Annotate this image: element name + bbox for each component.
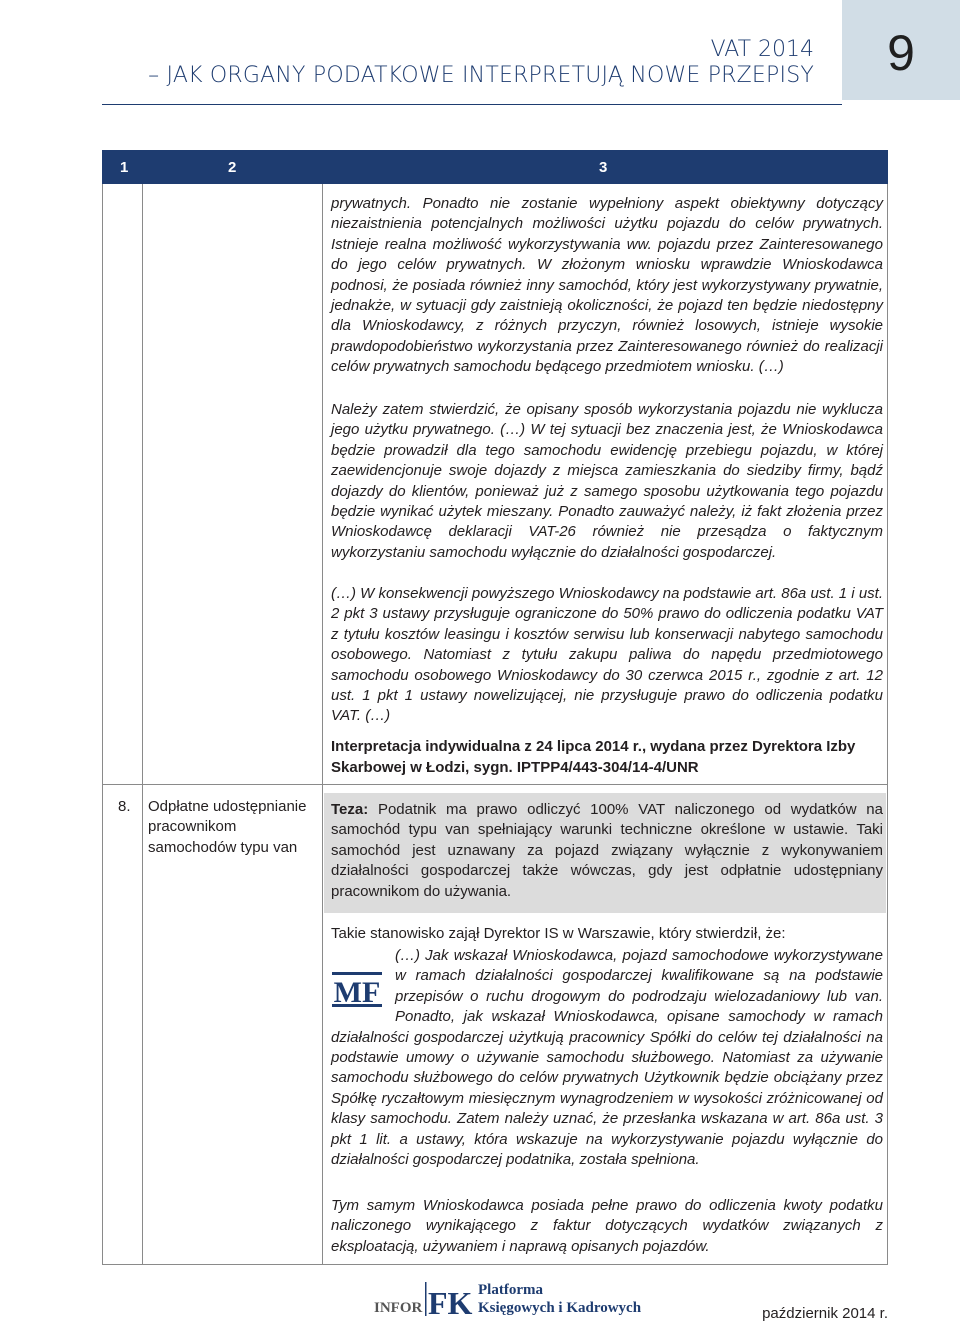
header-rule <box>102 104 842 105</box>
footer-brand-line2: Księgowych i Kadrowych <box>478 1300 642 1316</box>
footer-brand-letters: FK <box>428 1285 473 1320</box>
position-intro: Takie stanowisko zajął Dyrektor IS w Warszawie, który stwierdził, że: <box>331 925 786 942</box>
quote-paragraph-2: Tym samym Wnioskodawca posiada pełne prawo do odliczenia kwoty podatku naliczonego wynikającego z faktur dotyczących wydatków związanych z eksploatacją, używaniem i naprawą opisanych pojazdów. <box>331 1197 883 1255</box>
thesis-label: Teza: <box>331 801 369 818</box>
footer-publisher: INFOR <box>374 1300 423 1316</box>
row-divider <box>102 784 888 785</box>
continuation-paragraph-2: Należy zatem stwierdzić, że opisany sposób wykorzystania pojazdu nie wyklucza jego użytku prywatnego. (…) W tej sytuacji bez znaczenia jest, że Wnioskodawca będzie prowadził dla tego samochodu ewidencję przebiegu pojazdu, w której zaewidencjonuje swoje dojazdy z miejsca zamieszkania do siedziby firmy, bądź dojazdy do klientów, ponieważ już z samego sposobu użytkowania tego pojazdu będzie wynikać użytek mieszany. Ponadto zauważyć należy, iż fakt złożenia przez Wnioskodawcę deklaracji VAT-26 również nie przesądza o faktycznym wykorzystaniu samochodu wyłącznie do działalności gospodarczej. <box>331 401 883 561</box>
header-title-subtitle: – JAK ORGANY PODATKOWE INTERPRETUJĄ NOWE PRZEPISY <box>148 63 814 88</box>
column-divider-2 <box>322 184 323 1265</box>
thesis-body: Podatnik ma prawo odliczyć 100% VAT naliczonego od wydatków na samochód typu van spełniający warunki techniczne określone w ustawie. Taki samochód jest uznawany za pojazd związany wyłącznie z wykonywaniem działalności gospodarczej także wówczas, gdy jest odpłatnie udostępniany pracownikom do używania. <box>331 801 883 900</box>
mf-logo-text: MF <box>333 976 381 1009</box>
column-header-3: 3 <box>599 159 608 176</box>
quote-text-1: (…) Jak wskazał Wnioskodawca, pojazd samochodowe wykorzystywane w ramach działalności gospodarczej kwalifikowane są na podstawie przepisów o ruchu drogowym do podrodzaju wielozadaniowy lub van. Ponadto, jak wskazał Wnioskodawca, opisane samochody w ramach działalności gospodarczej użytkują pracownicy Spółki do celów tej działalności na podstawie umowy o używanie samochodu służbowego. Natomiast za używanie samochodu służbowego do celów prywatnych Użytkownik będzie obciążany przez Spółkę ryczałtowym miesięcznym wynagrodzeniem w wysokości zróżnicowanej od klasy samochodu. Zatem należy uznać, że przesłanka wskazana w art. 86a ust. 3 pkt 1 lit. a ustawy, która wskazuje na wykorzystywanie pojazdu wyłącznie do działalności gospodarczej podatnika, została spełniona. <box>331 947 883 1169</box>
logo-spacer <box>331 946 395 1008</box>
footer-date: październik 2014 r. <box>762 1305 888 1322</box>
source-citation: Interpretacja indywidualna z 24 lipca 2014 r., wydana przez Dyrektora Izby Skarbowej w Łodzi, sygn. IPTPP4/443-304/14-4/UNR <box>331 738 856 776</box>
quote-paragraph-1 <box>331 946 883 1170</box>
header-title-vat: VAT 2014 <box>710 37 814 62</box>
page-number: 9 <box>887 25 915 81</box>
column-divider-1 <box>142 184 143 1265</box>
column-header-2: 2 <box>228 159 237 176</box>
column-header-1: 1 <box>120 159 129 176</box>
table-header-row <box>102 150 888 184</box>
page-number-box <box>842 0 960 100</box>
thesis-text <box>331 800 883 902</box>
continuation-paragraph-3: (…) W konsekwencji powyższego Wnioskodawcy na podstawie art. 86a ust. 1 i ust. 2 pkt 3 ustawy przysługuje ograniczone do 50% prawo do odliczenia podatku VAT z tytułu kosztów leasingu i kosztów serwisu lub konserwacji nabytego samochodu osobowego. Natomiast z tytułu zakupu paliwa do napędu przedmiotowego samochodu osobowego Wnioskodawcy do 30 czerwca 2015 r., zgodnie z art. 12 ust. 1 pkt 1 ustawy nowelizującej, nie przysługuje prawo do odliczenia podatku VAT. (…) <box>331 585 883 725</box>
continuation-paragraph-1: prywatnych. Ponadto nie zostanie wypełniony aspekt obiektywny dotyczący niezaistnienia potencjalnych możliwości użytku pojazdu do celów prywatnych. Istnieje realna możliwość wykorzystywania ww. pojazdu przez Zainteresowanego do jego celów prywatnych. W złożonym wniosku wprawdzie Wnioskodawca podnosi, że posiada również inny samochód, który jest wykorzystywany prywatnie, jednakże, w sytuacji gdy zaistnieją okoliczności, że pojazd ten będzie niedostępny dla Wnioskodawcy, z różnych przyczyn, również losowych, istnieje wysokie prawdopodobieństwo wykorzystania przez Zainteresowanego również do realizacji celów prywatnych samochodu będącego przedmiotem wniosku. (…) <box>331 195 883 376</box>
row-topic: Odpłatne udostępnianie pracownikom samochodów typu van <box>148 798 307 856</box>
footer-logo <box>374 1276 644 1320</box>
row-number: 8. <box>118 798 131 815</box>
footer-brand-line1: Platforma <box>478 1282 543 1298</box>
running-header <box>148 38 814 90</box>
